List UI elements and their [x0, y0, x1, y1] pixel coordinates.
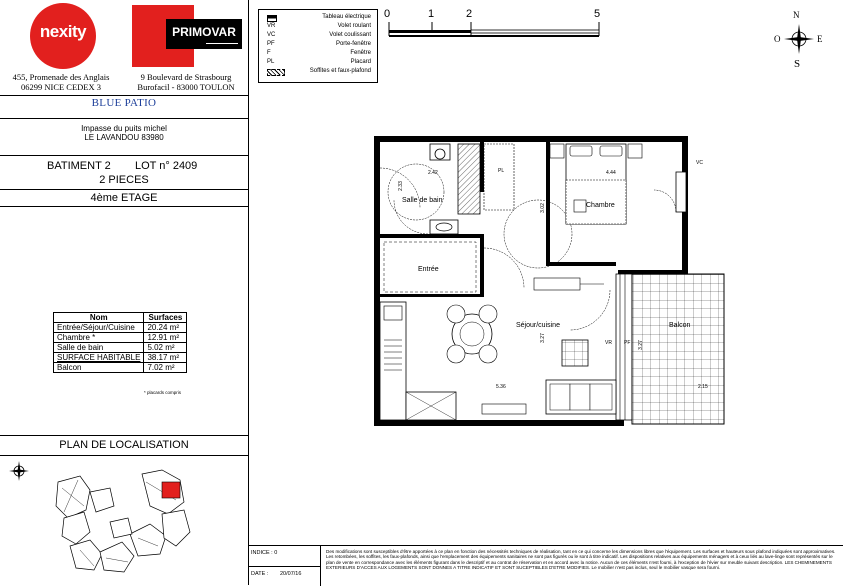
legend-code: PL	[267, 59, 275, 65]
dim-label: 3.27	[637, 340, 644, 350]
surfaces-header-row	[54, 313, 187, 323]
legend-code: PF	[267, 41, 275, 47]
disclaimer-text: Des modifications sont susceptibles d'être apportées à ce plan en fonction des nécessités techniques de réalisation, tant en ce qui concerne les dimensions libres que l'équipement. Les surfaces et hauteurs sous plafond indiquées sont approximatives. Les retombées, les soffites, les faux-plafonds, ainsi que l'emplacement des équipements sanitaires ne sont pas figurés ou le sont à titre indicatif. Les dispositions relatives aux équipements ménagers et à ceux liés au lave-linge sont représentés sur le plan de vente en correspondance avec les éléments figurant dans le descriptif et au contrat de réservation et en accord avec la notice. Aucun de ces éléments n'est fourni, à l'exception de l'évier sur meuble suivant description. LES CHEMINEMENTS EXTERIEURS D'ACCES AUX LOGEMENTS SONT DONNES A TITRE INDICATIF ET SONT SUCEPTIBLES D'ETRE MODIFIES. Le mobilier n'est pas inclus, seul le mobilier vasque sera fourni.	[326, 549, 836, 570]
indice-label: INDICE : 0	[251, 550, 278, 556]
surface-value: 38.17 m²	[144, 353, 187, 363]
table-row	[54, 343, 187, 353]
surfaces-table	[53, 312, 187, 373]
table-row	[54, 323, 187, 333]
dim-label: 2.42	[428, 170, 438, 176]
surfaces-header-name: Nom	[54, 313, 144, 323]
code-pf: PF	[624, 340, 631, 346]
surface-value: 5.02 m²	[144, 343, 187, 353]
compass-n-label: N	[793, 10, 800, 20]
legend-label: Tableau électrique	[322, 14, 371, 20]
scale-tick-label: 5	[594, 8, 601, 20]
scale-tick-label: 1	[428, 8, 435, 20]
project-name: BLUE PATIO	[91, 97, 157, 109]
room-label-sdb: Salle de bain	[402, 197, 443, 204]
compass	[772, 10, 826, 70]
code-vc: VC	[696, 160, 703, 166]
primovar-black-block	[166, 19, 242, 49]
lot-label: LOT n° 2409	[135, 160, 198, 172]
legend-label: Porte-fenêtre	[335, 41, 371, 47]
nexity-address-line1: 455, Promenade des Anglais	[12, 72, 110, 82]
etage-label: 4ème ETAGE	[90, 192, 158, 204]
mini-compass-icon	[8, 460, 30, 482]
legend-code: VR	[267, 23, 276, 29]
divider	[0, 435, 248, 436]
compass-s-label: S	[794, 58, 801, 70]
divider	[0, 118, 248, 119]
info-panel	[0, 0, 249, 585]
room-label-chambre: Chambre	[586, 202, 615, 209]
code-vr: VR	[605, 340, 612, 346]
legend-box	[258, 9, 378, 83]
dim-label: 2.33	[397, 181, 404, 191]
dim-label: 3.02	[539, 203, 546, 213]
legend-label: Volet roulant	[337, 23, 371, 29]
localisation-map	[50, 462, 200, 580]
dim-label: 5.36	[496, 384, 506, 390]
soffit-hatch-icon	[267, 69, 285, 76]
footer-meta	[248, 546, 321, 586]
surface-value: 12.91 m²	[144, 333, 187, 343]
scale-bar-graphic	[380, 20, 610, 40]
nexity-address	[2, 72, 120, 92]
divider	[0, 95, 248, 96]
nexity-logo	[30, 3, 96, 69]
localisation-title: PLAN DE LOCALISATION	[59, 439, 189, 451]
primovar-address-line1: 9 Boulevard de Strasbourg	[140, 72, 232, 82]
date-value: 20/07/16	[280, 571, 302, 577]
legend-label: Fenêtre	[350, 50, 371, 56]
surface-value: 7.02 m²	[144, 363, 187, 373]
scale-tick-label: 2	[466, 8, 473, 20]
project-address-line2: LE LAVANDOU 83980	[84, 133, 164, 142]
compass-e-label: E	[817, 34, 823, 44]
legend-code: VC	[267, 32, 276, 38]
legend-label: Soffites et faux-plafond	[309, 68, 371, 74]
divider	[0, 455, 248, 456]
surface-name: SURFACE HABITABLE	[54, 353, 144, 363]
batiment-label: BATIMENT 2	[47, 160, 111, 172]
electric-panel-icon	[267, 15, 277, 22]
nexity-address-line2: 06299 NICE CEDEX 3	[20, 82, 102, 92]
table-row	[54, 333, 187, 343]
surface-value: 20.24 m²	[144, 323, 187, 333]
primovar-logo	[132, 5, 242, 67]
surfaces-footnote: * placards compris	[144, 390, 182, 395]
footer	[248, 545, 843, 586]
floor-plan	[370, 130, 742, 430]
surfaces-header-surface: Surfaces	[144, 313, 187, 323]
pieces-label: 2 PIECES	[99, 174, 149, 186]
dim-label: 3.27	[539, 333, 546, 343]
legend-label: Placard	[350, 59, 371, 65]
legend-code: F	[267, 50, 271, 56]
divider	[0, 189, 248, 190]
divider	[0, 155, 248, 156]
primovar-address-line2: Burofacil - 83000 TOULON	[137, 82, 235, 92]
divider	[248, 566, 320, 567]
date-label: DATE :	[251, 571, 269, 577]
surface-name: Balcon	[54, 363, 144, 373]
room-label-entree: Entrée	[418, 266, 439, 273]
code-pl: PL	[498, 168, 505, 174]
primovar-subline	[206, 43, 238, 44]
room-label-sejour: Séjour/cuisine	[516, 322, 560, 329]
divider	[0, 206, 248, 207]
primovar-address	[124, 72, 248, 92]
legend-label: Volet coulissant	[329, 32, 371, 38]
project-address-line1: Impasse du puits michel	[81, 124, 167, 133]
table-row	[54, 353, 187, 363]
compass-rose-icon	[784, 23, 814, 55]
surface-name: Chambre *	[54, 333, 144, 343]
scale-tick-label: 0	[384, 8, 391, 20]
scale-bar	[380, 8, 610, 44]
surface-name: Salle de bain	[54, 343, 144, 353]
room-label-balcon: Balcon	[669, 322, 691, 329]
primovar-logo-text: PRIMOVAR	[172, 25, 236, 39]
surface-name: Entrée/Séjour/Cuisine	[54, 323, 144, 333]
dim-label: 2.15	[698, 384, 708, 390]
nexity-logo-text: nexity	[39, 22, 87, 41]
compass-o-label: O	[774, 34, 781, 44]
dim-label: 4.44	[606, 170, 616, 176]
table-row	[54, 363, 187, 373]
